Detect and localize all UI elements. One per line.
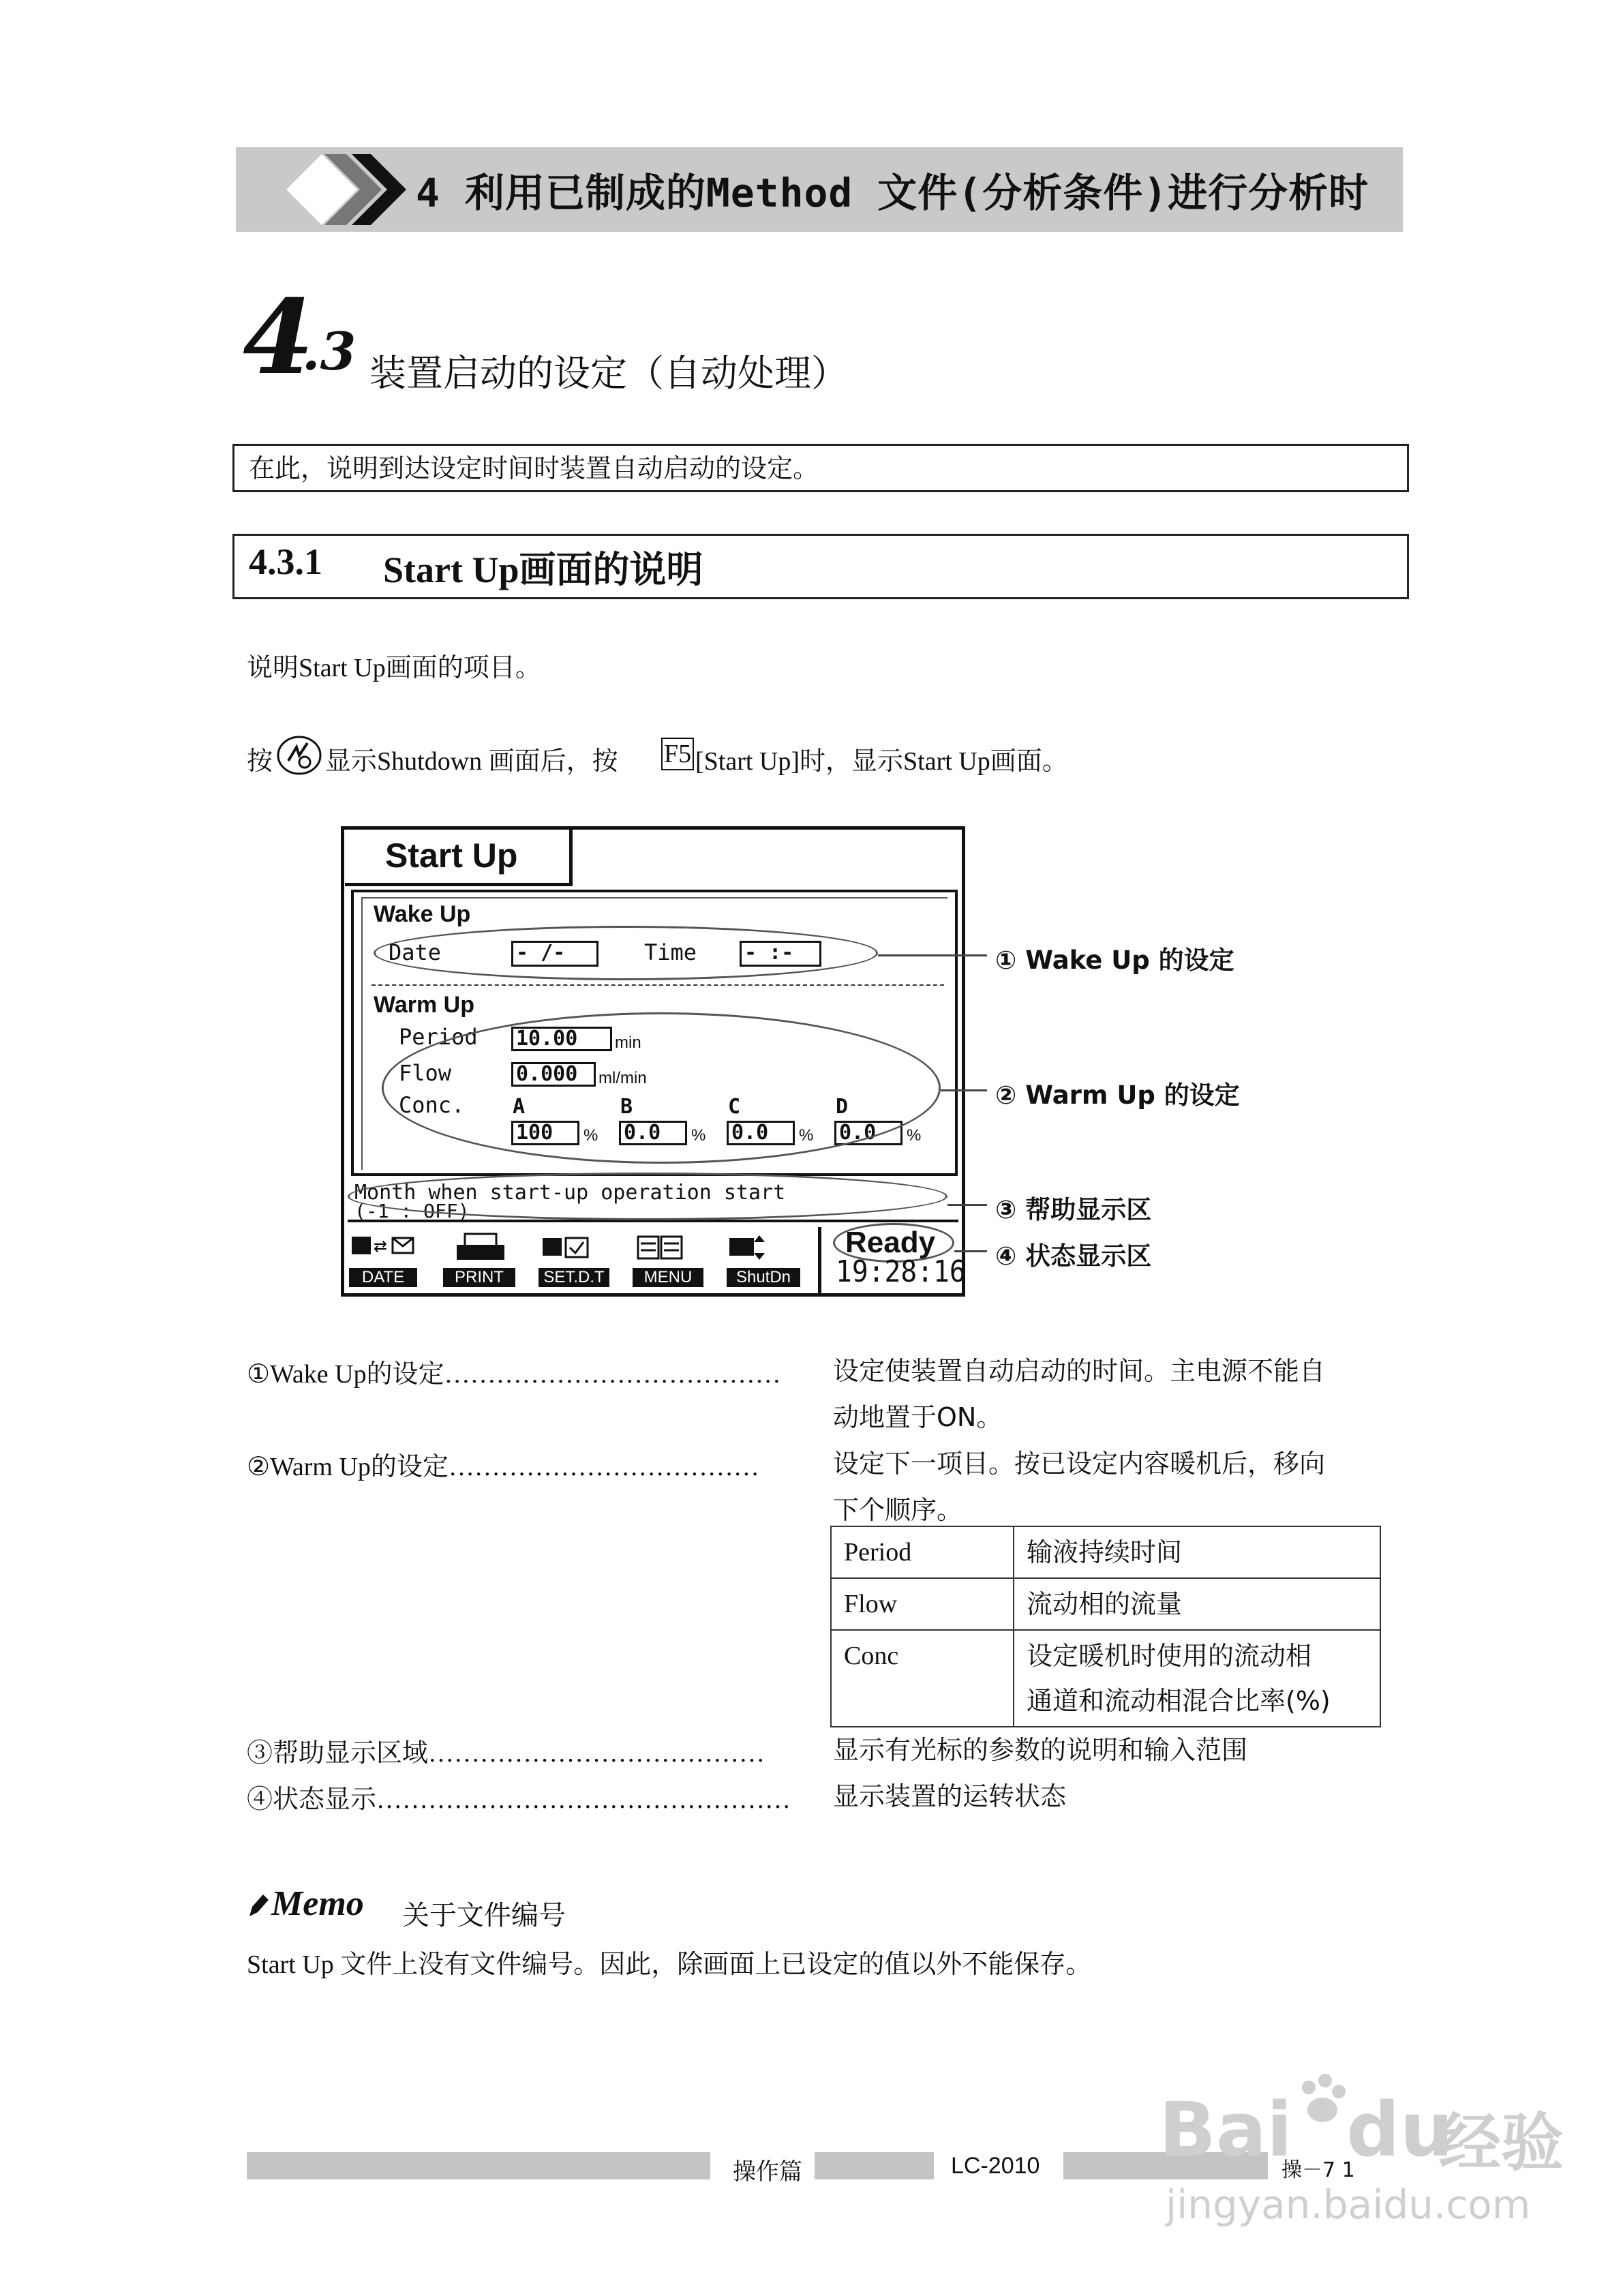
f5-key: F5 — [661, 738, 694, 770]
table-key-conc: Conc — [831, 1630, 1014, 1727]
wake-up-heading: Wake Up — [374, 901, 471, 927]
shutdown-key-icon — [276, 735, 322, 776]
menu-key[interactable]: MENU — [633, 1268, 703, 1287]
flow-unit: ml/min — [598, 1069, 647, 1087]
table-row — [831, 1526, 1380, 1578]
footer-bar-mid — [815, 2152, 934, 2179]
section-title: 装置启动的设定（自动处理） — [369, 352, 848, 395]
conc-d-field[interactable]: 0.0 — [834, 1121, 902, 1145]
callout-help: ③ 帮助显示区 — [995, 1195, 1152, 1224]
section-number-suffix: .3 — [302, 321, 357, 382]
paragraph-2-prefix: 按 — [247, 747, 273, 776]
svg-text:⇄: ⇄ — [374, 1237, 388, 1256]
table-value-conc-line1: 设定暖机时使用的流动相 — [1027, 1641, 1312, 1671]
footer-model: LC-2010 — [951, 2153, 1040, 2179]
channel-a-label: A — [513, 1095, 526, 1119]
percent-c: % — [799, 1126, 814, 1145]
memo-subtitle: 关于文件编号 — [402, 1900, 566, 1931]
table-value-flow: 流动相的流量 — [1014, 1578, 1380, 1630]
footer-section: 操作篇 — [733, 2158, 802, 2186]
shutdn-key[interactable]: ShutDn — [727, 1268, 800, 1287]
warm-up-heading: Warm Up — [374, 992, 474, 1018]
printer-key-icon — [457, 1234, 504, 1260]
subsection-title: Start Up画面的说明 — [383, 549, 703, 590]
footer-bar-left — [247, 2152, 710, 2179]
channel-b-label: B — [620, 1095, 633, 1119]
memo-title: Memo — [271, 1884, 364, 1923]
callout-leader-3 — [947, 1204, 987, 1206]
desc-text-wake-up-1: 设定使装置自动启动的时间。主电源不能自 — [833, 1356, 1326, 1386]
chapter-arrows-icon — [286, 151, 409, 228]
desc-text-help: 显示有光标的参数的说明和输入范围 — [833, 1735, 1248, 1765]
callout-leader-2 — [941, 1089, 987, 1091]
fkey-icons — [348, 1231, 770, 1267]
shutdown-key-icon — [729, 1235, 765, 1260]
help-line-1: Month when start-up operation start — [354, 1181, 786, 1205]
desc-text-warm-up-1: 设定下一项目。按已设定内容暖机后，移向 — [833, 1449, 1326, 1479]
callout-leader-1 — [878, 954, 987, 956]
screen-tab-label: Start Up — [385, 836, 518, 875]
clock-text: 19:28:16 — [836, 1254, 966, 1289]
period-field[interactable]: 10.00 — [511, 1027, 612, 1051]
flow-field[interactable]: 0.000 — [511, 1062, 596, 1087]
period-unit: min — [615, 1033, 641, 1052]
print-key[interactable]: PRINT — [443, 1268, 515, 1287]
pencil-icon — [247, 1892, 270, 1919]
conc-c-field[interactable]: 0.0 — [727, 1121, 795, 1145]
warm-up-table — [830, 1526, 1381, 1727]
status-divider — [818, 1227, 821, 1294]
setdt-key-icon — [543, 1238, 588, 1257]
desc-text-warm-up-2: 下个顺序。 — [833, 1495, 963, 1525]
date-key[interactable]: DATE — [349, 1268, 417, 1287]
table-key-flow: Flow — [831, 1578, 1014, 1630]
channel-c-label: C — [728, 1095, 741, 1119]
percent-b: % — [691, 1126, 706, 1145]
table-value-conc — [1014, 1630, 1380, 1727]
table-row — [831, 1630, 1380, 1727]
callout-leader-4 — [954, 1250, 987, 1252]
callout-status: ④ 状态显示区 — [995, 1241, 1152, 1271]
chapter-title: 4 利用已制成的Method 文件(分析条件)进行分析时 — [416, 170, 1369, 216]
footer-page: 操－7 1 — [1281, 2158, 1355, 2182]
table-row — [831, 1578, 1380, 1630]
desc-label-wake-up: ①Wake Up的设定………………………………… — [247, 1360, 781, 1389]
percent-a: % — [583, 1126, 598, 1145]
setdt-key[interactable]: SET.D.T — [539, 1268, 609, 1287]
screen-divider — [371, 984, 944, 986]
paragraph-2-middle: 显示Shutdown 画面后，按 — [325, 747, 618, 776]
desc-text-wake-up-2: 动地置于ON。 — [833, 1402, 1003, 1432]
desc-label-help: ③帮助显示区域………………………………… — [247, 1739, 765, 1768]
paragraph-1: 说明Start Up画面的项目。 — [247, 654, 541, 682]
paragraph-2-suffix: [Start Up]时，显示Start Up画面。 — [695, 747, 1068, 776]
conc-label: Conc. — [399, 1092, 465, 1118]
channel-d-label: D — [836, 1095, 849, 1119]
watermark-service: 经验 — [1438, 2106, 1564, 2179]
time-label: Time — [644, 939, 697, 965]
help-highlight — [348, 1173, 947, 1220]
table-value-conc-line2: 通道和流动相混合比率(%) — [1027, 1686, 1331, 1716]
table-key-period: Period — [831, 1526, 1014, 1578]
watermark-brand: Bai — [1159, 2086, 1292, 2173]
memo-text: Start Up 文件上没有文件编号。因此，除画面上已设定的值以外不能保存。 — [247, 1950, 1092, 1979]
help-line-2: (-1 : OFF) — [354, 1200, 470, 1222]
table-value-period: 输液持续时间 — [1014, 1526, 1380, 1578]
callout-wake-up: ① Wake Up 的设定 — [995, 946, 1234, 975]
desc-text-status: 显示装置的运转状态 — [833, 1781, 1067, 1811]
menu-key-icon — [638, 1237, 682, 1258]
wake-up-highlight — [374, 926, 878, 980]
intro-text: 在此，说明到达设定时间时装置自动启动的设定。 — [249, 453, 819, 483]
desc-label-warm-up: ②Warm Up的设定……………………………… — [247, 1453, 759, 1481]
subsection-number: 4.3.1 — [249, 541, 322, 582]
conc-a-field[interactable]: 100 — [511, 1121, 579, 1145]
watermark-url: jingyan.baidu.com — [1166, 2181, 1531, 2228]
date-key-icon — [352, 1237, 413, 1256]
watermark-brand-2: du — [1346, 2086, 1454, 2173]
callout-warm-up: ② Warm Up 的设定 — [995, 1081, 1240, 1110]
paw-icon — [1295, 2072, 1350, 2127]
warm-up-highlight — [382, 1012, 941, 1164]
time-field[interactable]: - :- — [740, 941, 821, 967]
conc-b-field[interactable]: 0.0 — [619, 1121, 687, 1145]
flow-label: Flow — [399, 1060, 452, 1086]
desc-label-status: ④状态显示………………………………………… — [247, 1785, 791, 1814]
status-text: Ready — [845, 1226, 936, 1259]
date-label: Date — [389, 939, 442, 965]
percent-d: % — [907, 1126, 922, 1145]
date-field[interactable]: - /- — [511, 941, 598, 967]
section-number: 4 — [243, 277, 314, 397]
period-label: Period — [399, 1024, 478, 1050]
